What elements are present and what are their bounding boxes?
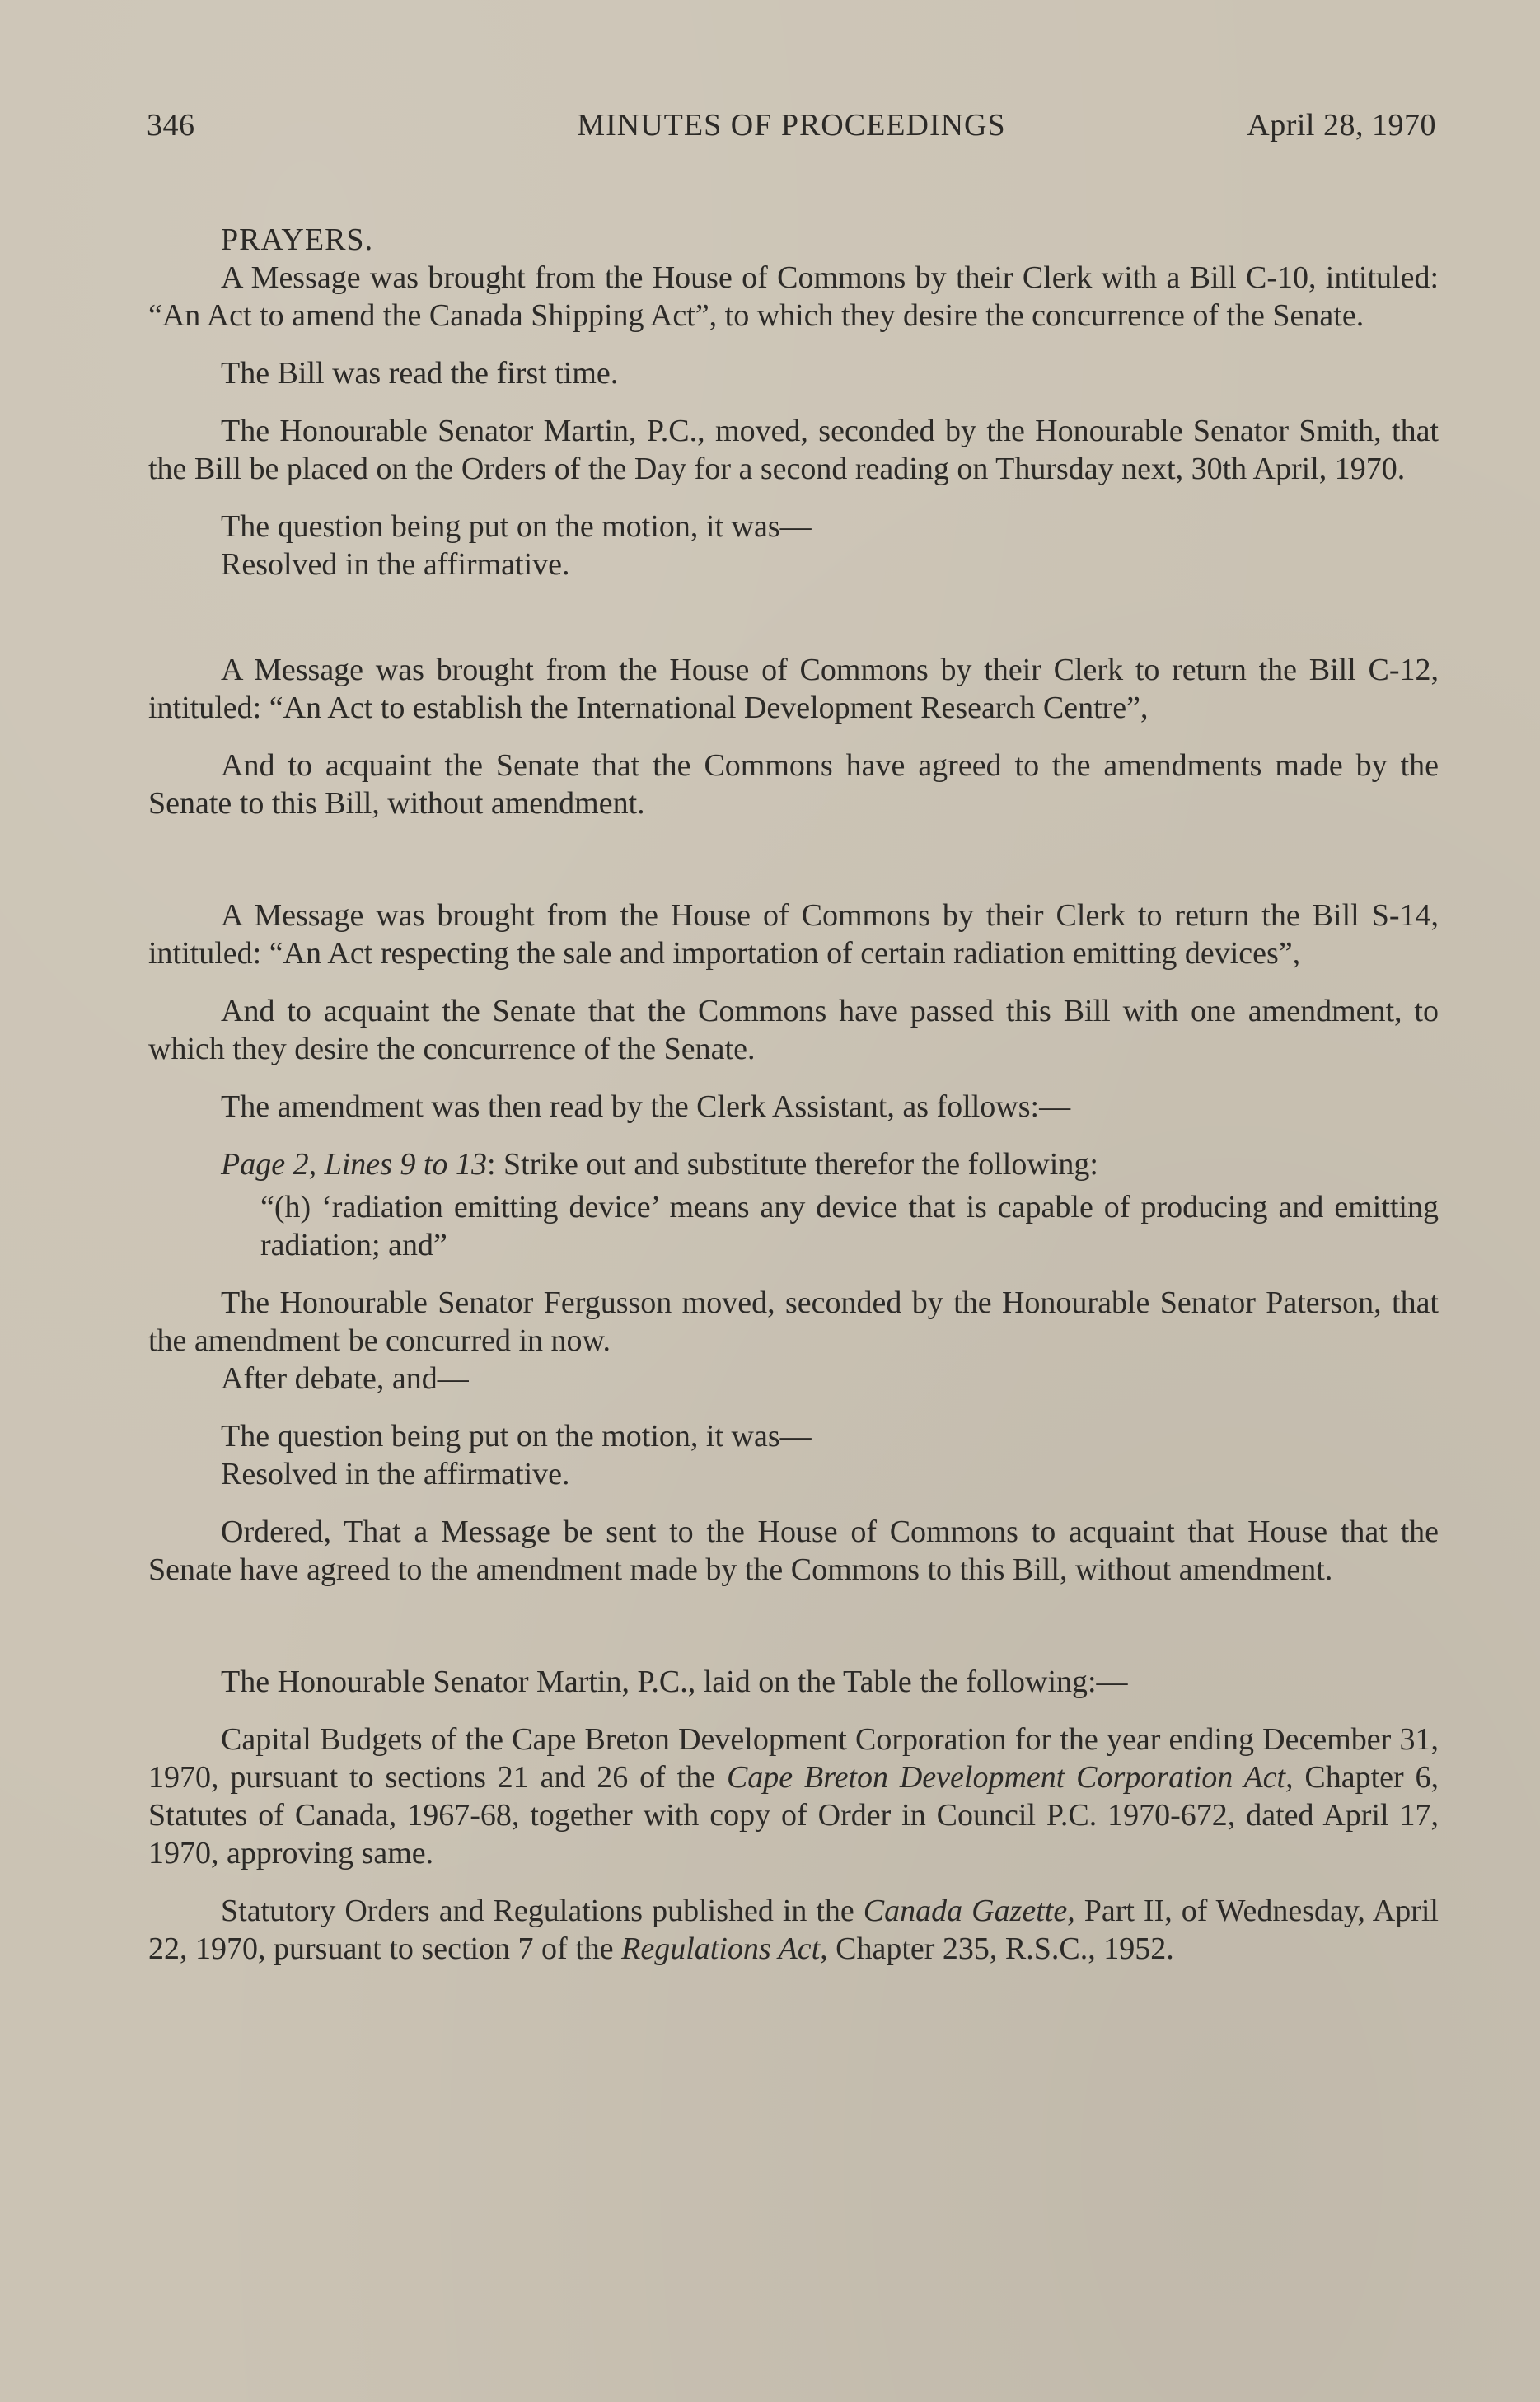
capital-budgets-text-a: Capital Budgets of the Cape Breton Development Corporation for the year ending December 31, 1970, pursuant to sections 21 and 26 of the: [148, 1722, 1439, 1795]
paragraph-acquaint-agreed: And to acquaint the Senate that the Commons have agreed to the amendments made by the Senate to this Bill, without amendment.: [148, 748, 1439, 821]
amendment-quote: “(h) ‘radiation emitting device’ means any device that is capable of producing and emitting radiation; and”: [260, 1190, 1439, 1262]
paragraph-message-c12: A Message was brought from the House of Commons by their Clerk to return the Bill C-12, intituled: “An Act to establish the International Development Research Centre”,: [148, 653, 1439, 725]
paragraph-resolved-2: Resolved in the affirmative.: [221, 1457, 570, 1491]
statutory-orders-text-b: Part II, of Wednesday, April 22, 1970, pursuant to section 7 of the: [148, 1894, 1439, 1966]
document-body: [148, 221, 1439, 1968]
regulations-act-italic: Regulations Act,: [621, 1931, 828, 1966]
statutory-orders-text-a: Statutory Orders and Regulations published in the: [221, 1894, 864, 1928]
paragraph-first-reading: The Bill was read the first time.: [221, 356, 619, 391]
page-header: [147, 107, 1436, 148]
paragraph-question-put-2: The question being put on the motion, it was—: [221, 1419, 812, 1454]
paragraph-after-debate: After debate, and—: [221, 1361, 469, 1396]
running-title: MINUTES OF PROCEEDINGS: [577, 108, 1006, 143]
paragraph-question-put: The question being put on the motion, it was—: [221, 509, 812, 544]
paragraph-amendment-read: The amendment was then read by the Clerk Assistant, as follows:—: [221, 1089, 1071, 1124]
amendment-location-italic: Page 2, Lines 9 to 13: [221, 1147, 487, 1182]
paragraph-acquaint-passed: And to acquaint the Senate that the Commons have passed this Bill with one amendment, to which they desire the concurrence of the Senate.: [148, 994, 1439, 1066]
paragraph-amendment-location: [148, 1145, 1439, 1183]
section-heading: PRAYERS.: [221, 222, 374, 257]
paragraph-message-c10: A Message was brought from the House of Commons by their Clerk with a Bill C-10, intituled: “An Act to amend the Canada Shipping Act”, to which they desire the concurrence of the Senate.: [148, 260, 1439, 333]
paragraph-ordered-message: Ordered, That a Message be sent to the House of Commons to acquaint that House that the Senate have agreed to the amendment made by the Commons to this Bill, without amendment.: [148, 1515, 1439, 1587]
capital-budgets-text-b: Chapter 6, Statutes of Canada, 1967-68, together with copy of Order in Council P.C. 1970-672, dated April 17, 1970, approving same.: [148, 1760, 1439, 1871]
paragraph-resolved: Resolved in the affirmative.: [221, 547, 570, 582]
statutory-orders-text-c: Chapter 235, R.S.C., 1952.: [827, 1931, 1174, 1966]
paragraph-fergusson-motion: The Honourable Senator Fergusson moved, seconded by the Honourable Senator Paterson, that the amendment be concurred in now.: [148, 1285, 1439, 1358]
paragraph-capital-budgets: [148, 1721, 1439, 1872]
header-date: April 28, 1970: [1247, 108, 1436, 143]
paragraph-message-s14: A Message was brought from the House of Commons by their Clerk to return the Bill S-14, intituled: “An Act respecting the sale and importation of certain radiation emitting devices”,: [148, 898, 1439, 971]
paragraph-statutory-orders: [148, 1892, 1439, 1968]
amendment-instruction: : Strike out and substitute therefor the following:: [486, 1147, 1098, 1182]
paragraph-motion-second-reading: The Honourable Senator Martin, P.C., moved, seconded by the Honourable Senator Smith, that the Bill be placed on the Orders of the Day for a second reading on Thursday next, 30th April, 1970.: [148, 414, 1439, 486]
paragraph-laid-on-table: The Honourable Senator Martin, P.C., laid on the Table the following:—: [221, 1665, 1128, 1699]
capital-budgets-act-italic: Cape Breton Development Corporation Act,: [726, 1760, 1294, 1795]
page-number: 346: [147, 108, 195, 143]
canada-gazette-italic: Canada Gazette,: [863, 1894, 1075, 1928]
